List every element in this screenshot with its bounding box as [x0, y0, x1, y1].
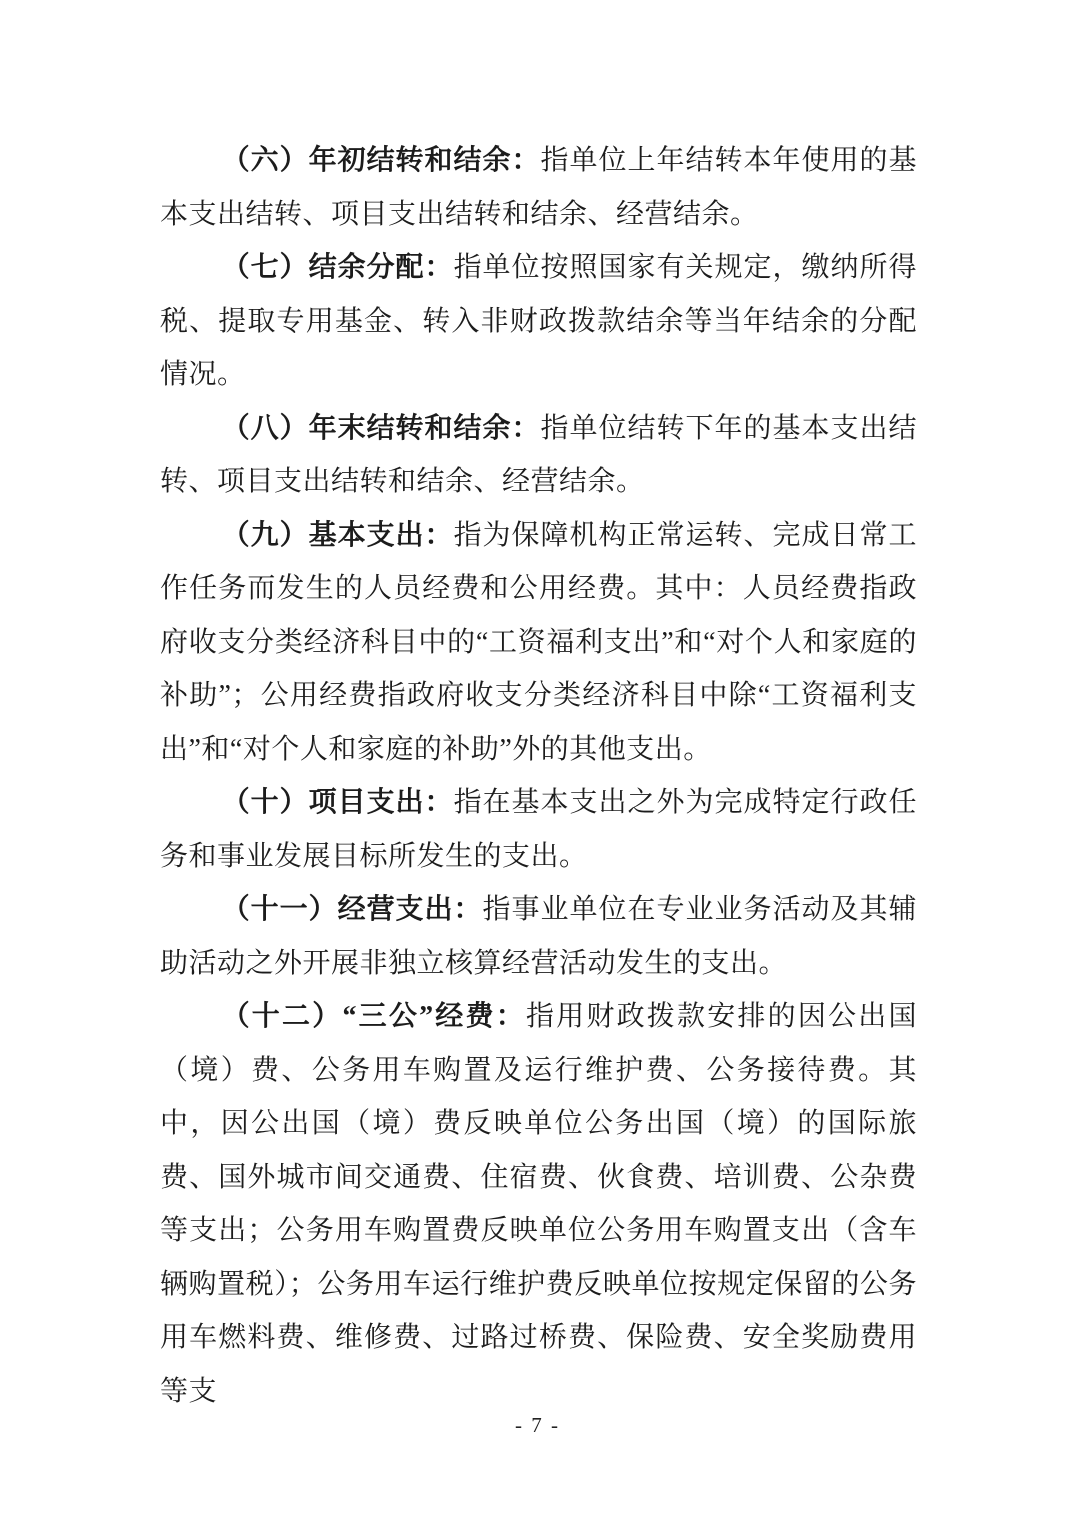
paragraph-heading: （九）基本支出： — [221, 519, 454, 551]
paragraph-item-8 — [160, 402, 917, 509]
paragraph-item-12 — [160, 990, 917, 1418]
paragraph-item-7 — [160, 241, 917, 402]
paragraph-body: 指单位按照国家有关规定，缴纳所得税、提取专用基金、转入非财政拨款结余等当年结余的分配情况。 — [160, 252, 917, 390]
paragraph-heading: （十）项目支出： — [221, 787, 454, 818]
paragraph-body: 指用财政拨款安排的因公出国（境）费、公务用车购置及运行维护费、公务接待费。其中，因公出国（境）费反映单位公务出国（境）的国际旅费、国外城市间交通费、住宿费、伙食费、培训费、公杂费等支出；公务用车购置费反映单位公务用车购置支出（含车辆购置税）；公务用车运行维护费反映单位按规定保留的公务用车燃料费、维修费、过路过桥费、保险费、安全奖励费用等支 — [160, 1001, 917, 1407]
page-number: - 7 - — [515, 1413, 560, 1437]
document-body — [160, 134, 917, 1418]
paragraph-item-9 — [160, 509, 917, 777]
paragraph-body: 指单位上年结转本年使用的基本支出结转、项目支出结转和结余、经营结余。 — [160, 145, 917, 230]
paragraph-body: 指单位结转下年的基本支出结转、项目支出结转和结余、经营结余。 — [160, 412, 917, 497]
paragraph-item-10 — [160, 776, 917, 883]
paragraph-body: 指事业单位在专业业务活动及其辅助活动之外开展非独立核算经营活动发生的支出。 — [160, 894, 917, 979]
paragraph-heading: （十一）经营支出： — [221, 894, 483, 925]
paragraph-heading: （七）结余分配： — [221, 252, 454, 283]
paragraph-heading: （六）年初结转和结余： — [221, 145, 541, 176]
paragraph-heading: （八）年末结转和结余： — [221, 412, 541, 444]
paragraph-body: 指在基本支出之外为完成特定行政任务和事业发展目标所发生的支出。 — [160, 787, 917, 872]
paragraph-heading: （十二）“三公”经费： — [221, 1001, 526, 1032]
paragraph-item-6 — [160, 134, 917, 241]
paragraph-item-11 — [160, 883, 917, 990]
paragraph-body: 指为保障机构正常运转、完成日常工作任务而发生的人员经费和公用经费。其中：人员经费指政府收支分类经济科目中的“工资福利支出”和“对个人和家庭的补助”；公用经费指政府收支分类经济科目中除“工资福利支出”和“对个人和家庭的补助”外的其他支出。 — [160, 519, 917, 765]
